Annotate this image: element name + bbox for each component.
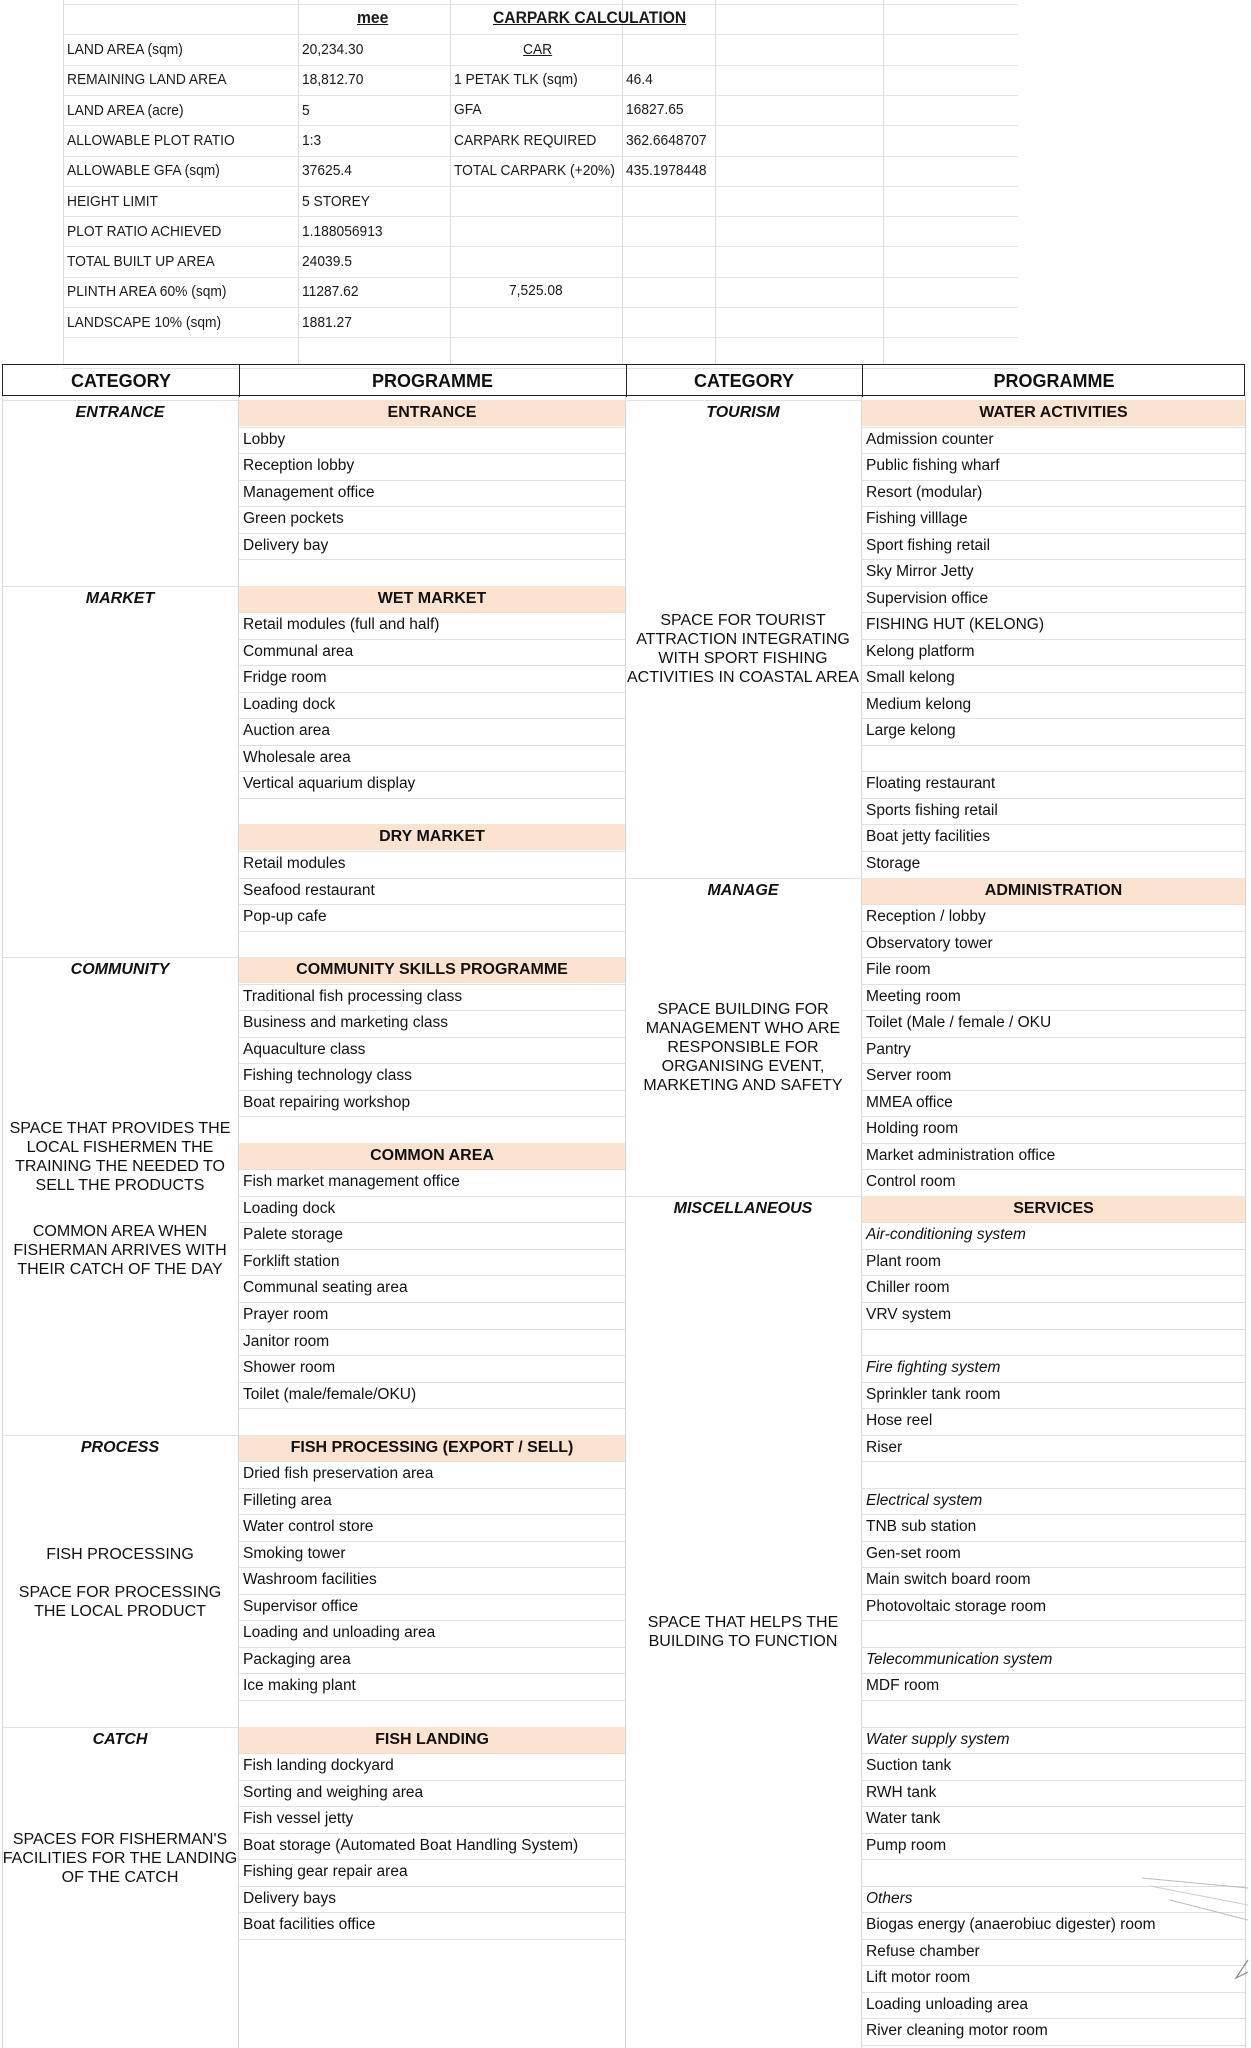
site-data-value: 24039.5 [302, 253, 352, 271]
header-programme-left: PROGRAMME [372, 371, 493, 391]
category-label: MISCELLANEOUS [673, 1199, 813, 1217]
calculation-sheet [63, 0, 1018, 364]
programme-item: Retail modules [243, 855, 346, 872]
programme-item: Water tank [866, 1810, 941, 1828]
site-data-value: 1.188056913 [302, 222, 383, 240]
programme-item: Chiller room [866, 1279, 950, 1297]
programme-item: Water control store [243, 1518, 374, 1536]
carpark-calculation-title: CARPARK CALCULATION [493, 8, 687, 27]
category-description: SPACE THAT PROVIDES THE LOCAL FISHERMEN THE TRAINING THE NEEDED TO SELL THE PRODUCTS [9, 1120, 231, 1194]
site-data-label: REMAINING LAND AREA [67, 71, 227, 89]
programme-item: Boat repairing workshop [243, 1093, 411, 1111]
programme-item: Loading unloading area [866, 1995, 1029, 2013]
programme-item: Sport fishing retail [866, 536, 991, 554]
programme-item: Fish market management office [243, 1173, 460, 1191]
category-description: FISH PROCESSING [46, 1546, 194, 1563]
programme-item: TNB sub station [866, 1518, 977, 1536]
programme-item: File room [866, 961, 931, 979]
programme-item: Filleting area [243, 1491, 332, 1509]
programme-item: Photovoltaic storage room [866, 1597, 1047, 1615]
header-category-right: CATEGORY [693, 371, 794, 391]
programme-item: Server room [866, 1067, 952, 1085]
programme-table [2, 364, 1247, 2048]
programme-item: Washroom facilities [243, 1571, 377, 1589]
system-subheading: Air-conditioning system [866, 1226, 1026, 1244]
programme-heading: DRY MARKET [239, 824, 625, 850]
programme-item: Fishing technology class [243, 1067, 412, 1085]
site-data-label: HEIGHT LIMIT [67, 192, 158, 210]
programme-item: Fridge room [243, 669, 327, 687]
programme-item: Shower room [243, 1359, 336, 1377]
header-category-left: CATEGORY [70, 371, 171, 391]
programme-item: Retail modules (full and half) [243, 616, 440, 634]
site-data-value: 20,234.30 [302, 41, 364, 58]
programme-item: Floating restaurant [866, 775, 996, 793]
system-subheading: Electrical system [866, 1491, 983, 1509]
category-description: SPACES FOR FISHERMAN'S FACILITIES FOR THE LANDING OF THE CATCH [2, 1831, 238, 1886]
programme-item: Loading dock [243, 1199, 336, 1217]
programme-item [862, 1329, 1244, 1355]
programme-item: Dried fish preservation area [243, 1465, 434, 1483]
programme-item [862, 1461, 1244, 1487]
category-label: CATCH [92, 1730, 148, 1748]
programme-item: Fishing villlage [866, 510, 968, 528]
programme-item: Refuse chamber [866, 1942, 980, 1960]
site-data-label: PLOT RATIO ACHIEVED [67, 222, 222, 240]
programme-item: Management office [243, 483, 375, 501]
category-description: SPACE BUILDING FOR MANAGEMENT WHO ARE RESPONSIBLE FOR ORGANISING EVENT, MARKETING AND SAFETY [643, 1001, 843, 1094]
site-data-label: PLINTH AREA 60% (sqm) [67, 283, 227, 301]
programme-item [239, 1116, 625, 1142]
programme-item: Delivery bay [243, 536, 329, 554]
programme-heading: ADMINISTRATION [862, 878, 1245, 904]
programme-heading: SERVICES [862, 1196, 1245, 1222]
programme-item: Loading dock [243, 695, 336, 713]
programme-item: Plant room [866, 1252, 941, 1270]
programme-item [239, 1408, 625, 1434]
programme-item: Pump room [866, 1836, 947, 1854]
site-data-label: TOTAL BUILT UP AREA [67, 253, 215, 271]
programme-item: Palete storage [243, 1226, 343, 1244]
programme-item: Kelong platform [866, 642, 975, 660]
programme-item: Meeting room [866, 987, 961, 1005]
programme-item: Sorting and weighing area [243, 1783, 424, 1801]
programme-heading: COMMUNITY SKILLS PROGRAMME [239, 957, 625, 983]
programme-item: Ice making plant [243, 1677, 356, 1695]
programme-item: Janitor room [243, 1332, 330, 1350]
category-description: SPACE FOR TOURIST ATTRACTION INTEGRATING WITH SPORT FISHING ACTIVITIES IN COASTAL AREA [626, 612, 860, 686]
programme-item: Boat storage (Automated Boat Handling System) [243, 1836, 579, 1854]
system-subheading: Water supply system [866, 1730, 1010, 1748]
programme-item: VRV system [866, 1306, 951, 1324]
programme-item: Supervision office [866, 589, 989, 607]
category-label: ENTRANCE [75, 404, 165, 421]
programme-item: Medium kelong [866, 695, 972, 713]
site-data-label: ALLOWABLE GFA (sqm) [67, 162, 220, 180]
programme-item: Toilet (Male / female / OKU [866, 1014, 1052, 1032]
category-label: MANAGE [707, 881, 779, 899]
programme-item: Holding room [866, 1120, 959, 1138]
programme-item: Gen-set room [866, 1544, 961, 1562]
programme-item: Communal area [243, 642, 354, 660]
programme-heading: ENTRANCE [239, 400, 625, 426]
programme-item: Auction area [243, 722, 331, 740]
programme-heading: FISH LANDING [239, 1727, 625, 1753]
programme-item [239, 1700, 625, 1726]
programme-item: Vertical aquarium display [243, 775, 416, 793]
programme-heading: WET MARKET [239, 586, 625, 612]
programme-item: Boat facilities office [243, 1916, 376, 1934]
site-data-label: ALLOWABLE PLOT RATIO [67, 131, 235, 149]
programme-item: Small kelong [866, 669, 955, 687]
carpark-value: 362.6648707 [626, 131, 707, 149]
carpark-label: CARPARK REQUIRED [454, 131, 597, 149]
programme-item: Sports fishing retail [866, 801, 998, 819]
programme-item: Forklift station [243, 1252, 340, 1270]
programme-item: Traditional fish processing class [243, 987, 463, 1005]
programme-item: Aquaculture class [243, 1040, 366, 1058]
programme-item: Fish vessel jetty [243, 1810, 354, 1828]
programme-item: River cleaning motor room [866, 2022, 1048, 2040]
carpark-label: TOTAL CARPARK (+20%) [454, 161, 615, 179]
programme-item: Control room [866, 1173, 956, 1191]
carpark-value: 435.1978448 [626, 161, 707, 179]
site-data-label: LANDSCAPE 10% (sqm) [67, 313, 222, 331]
programme-item: Wholesale area [243, 748, 351, 766]
site-data-value: 5 STOREY [302, 192, 371, 210]
programme-item: Fish landing dockyard [243, 1757, 394, 1775]
programme-item [239, 798, 625, 824]
carpark-value: 46.4 [626, 71, 653, 88]
programme-item: RWH tank [866, 1783, 937, 1801]
programme-item: Seafood restaurant [243, 881, 375, 899]
carpark-value: 16827.65 [626, 101, 684, 119]
category-description: COMMON AREA WHEN FISHERMAN ARRIVES WITH THEIR CATCH OF THE DAY [13, 1223, 227, 1278]
programme-item: Packaging area [243, 1650, 351, 1668]
programme-item [862, 745, 1244, 771]
category-label: TOURISM [706, 404, 780, 421]
programme-item: Boat jetty facilities [866, 828, 991, 846]
programme-item: Reception / lobby [866, 908, 986, 926]
table-header-row [2, 364, 1245, 396]
programme-item: Lobby [243, 430, 286, 448]
programme-item: Riser [866, 1438, 903, 1456]
category-description: SPACE THAT HELPS THE BUILDING TO FUNCTION [647, 1614, 839, 1650]
programme-item: Admission counter [866, 430, 994, 448]
header-programme-right: PROGRAMME [993, 371, 1115, 391]
programme-item: Sprinkler tank room [866, 1385, 1001, 1403]
programme-item: Observatory tower [866, 934, 993, 952]
programme-item: Hose reel [866, 1412, 933, 1430]
programme-item [862, 1620, 1244, 1646]
programme-item: Supervisor office [243, 1597, 359, 1615]
site-data-value: 1881.27 [302, 313, 352, 331]
category-label: PROCESS [80, 1438, 160, 1456]
programme-item: Biogas energy (anaerobiuc digester) room [866, 1916, 1156, 1934]
carpark-label: 1 PETAK TLK (sqm) [454, 71, 578, 88]
programme-heading: COMMON AREA [239, 1143, 625, 1169]
programme-item: Main switch board room [866, 1571, 1031, 1589]
programme-item: Prayer room [243, 1306, 329, 1324]
programme-item: Resort (modular) [866, 483, 983, 501]
programme-item: Sky Mirror Jetty [866, 563, 974, 581]
site-data-label: LAND AREA (acre) [67, 101, 184, 119]
system-subheading: Others [866, 1889, 913, 1907]
carpark-label: GFA [454, 101, 482, 119]
programme-item: Loading and unloading area [243, 1624, 436, 1642]
programme-item [239, 559, 625, 585]
category-label: MARKET [85, 589, 155, 607]
programme-item: Pantry [866, 1040, 911, 1058]
programme-item: Delivery bays [243, 1889, 337, 1907]
programme-item: Reception lobby [243, 457, 355, 475]
site-data-value: 11287.62 [302, 283, 359, 301]
programme-item: Green pockets [243, 510, 344, 528]
programme-item: Large kelong [866, 722, 956, 740]
programme-item: MMEA office [866, 1093, 953, 1111]
programme-item: Smoking tower [243, 1544, 346, 1562]
programme-item: Lift motor room [866, 1969, 971, 1987]
programme-item: Pop-up cafe [243, 908, 327, 926]
programme-item [862, 1700, 1244, 1726]
programme-item: Public fishing wharf [866, 457, 1000, 475]
programme-heading: WATER ACTIVITIES [862, 400, 1245, 426]
site-data-label: LAND AREA (sqm) [67, 41, 183, 58]
sketch-lines [1140, 1860, 1251, 2020]
site-data-value: 1:3 [302, 131, 322, 149]
programme-item [239, 931, 625, 957]
category-label: COMMUNITY [70, 961, 170, 979]
programme-heading: FISH PROCESSING (EXPORT / SELL) [239, 1435, 625, 1461]
programme-item: Communal seating area [243, 1279, 408, 1297]
programme-item: FISHING HUT (KELONG) [866, 616, 1044, 634]
sheet-title-mee: mee [357, 8, 389, 27]
site-data-value: 5 [302, 101, 310, 119]
system-subheading: Telecommunication system [866, 1650, 1053, 1668]
system-subheading: Fire fighting system [866, 1359, 1001, 1377]
programme-item: Toilet (male/female/OKU) [243, 1385, 417, 1403]
programme-item: Market administration office [866, 1146, 1056, 1164]
plinth-area-extra: 7,525.08 [509, 282, 563, 299]
programme-item: Fishing gear repair area [243, 1863, 408, 1881]
site-data-value: 18,812.70 [302, 71, 364, 89]
site-data-value: 37625.4 [302, 162, 352, 180]
programme-item: Storage [866, 855, 921, 872]
programme-item: MDF room [866, 1677, 940, 1695]
programme-item: Business and marketing class [243, 1014, 449, 1032]
car-label: CAR [523, 41, 553, 58]
category-description: SPACE FOR PROCESSING THE LOCAL PRODUCT [18, 1584, 222, 1620]
programme-item: Suction tank [866, 1757, 952, 1775]
